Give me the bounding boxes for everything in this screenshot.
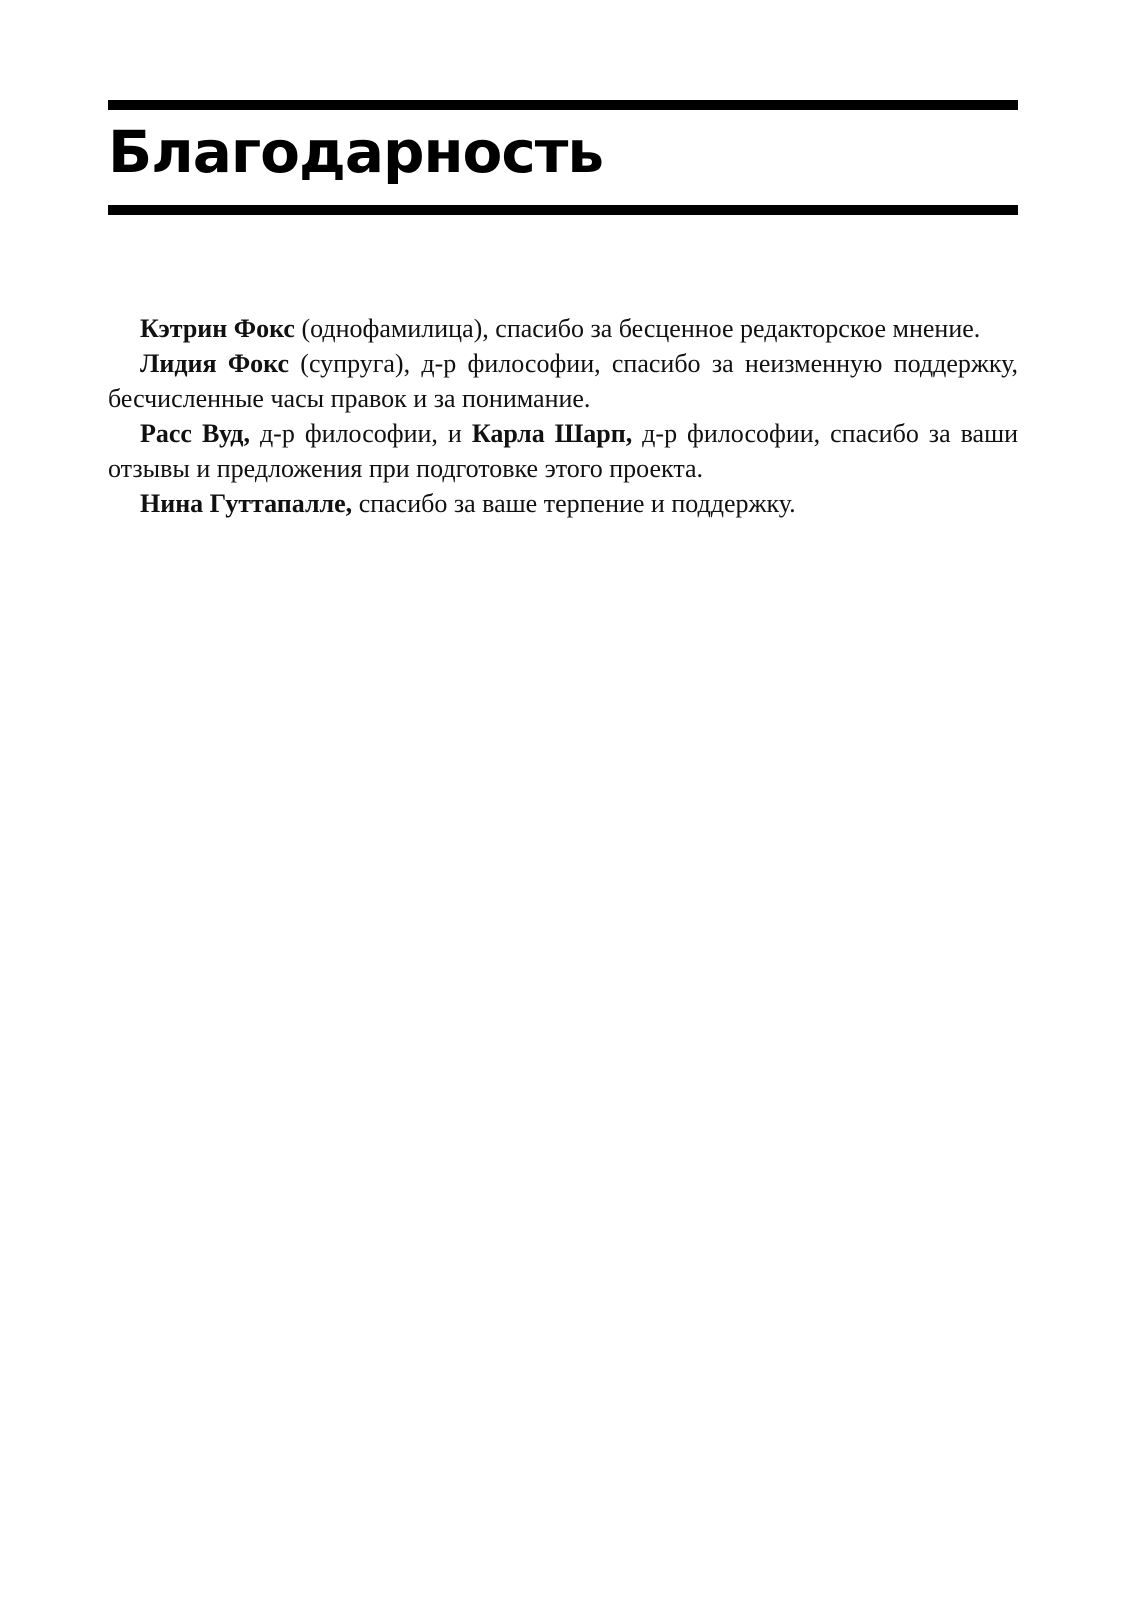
paragraph-wood-sharp (108, 416, 1018, 486)
paragraph-text: д-р философии, и (249, 419, 472, 448)
person-name: Нина Гуттапалле, (140, 489, 353, 518)
person-name: Лидия Фокс (140, 349, 290, 378)
person-name: Карла Шарп, (471, 419, 633, 448)
page-title: Благодарность (108, 118, 604, 186)
person-name: Расс Вуд, (140, 419, 250, 448)
acknowledgements-body (108, 311, 1018, 521)
paragraph-text: д-р философии, спасибо за ваши отзывы и предложения при подготовке этого проекта. (108, 419, 1018, 483)
paragraph-text: спасибо за ваше терпение и поддержку. (352, 489, 796, 518)
paragraph-text: (супруга), д-р философии, спасибо за неизменную поддержку, бесчисленные часы правок и за понимание. (108, 349, 1018, 413)
person-name: Кэтрин Фокс (140, 314, 295, 343)
title-top-rule (108, 100, 1018, 110)
paragraph-nina-guttapalle (108, 486, 1018, 521)
paragraph-lydia-fox (108, 346, 1018, 416)
title-bottom-rule (108, 205, 1018, 215)
paragraph-text: (однофамилица), спасибо за бесценное редакторское мнение. (294, 314, 981, 343)
paragraph-katherine-fox (108, 311, 1018, 346)
